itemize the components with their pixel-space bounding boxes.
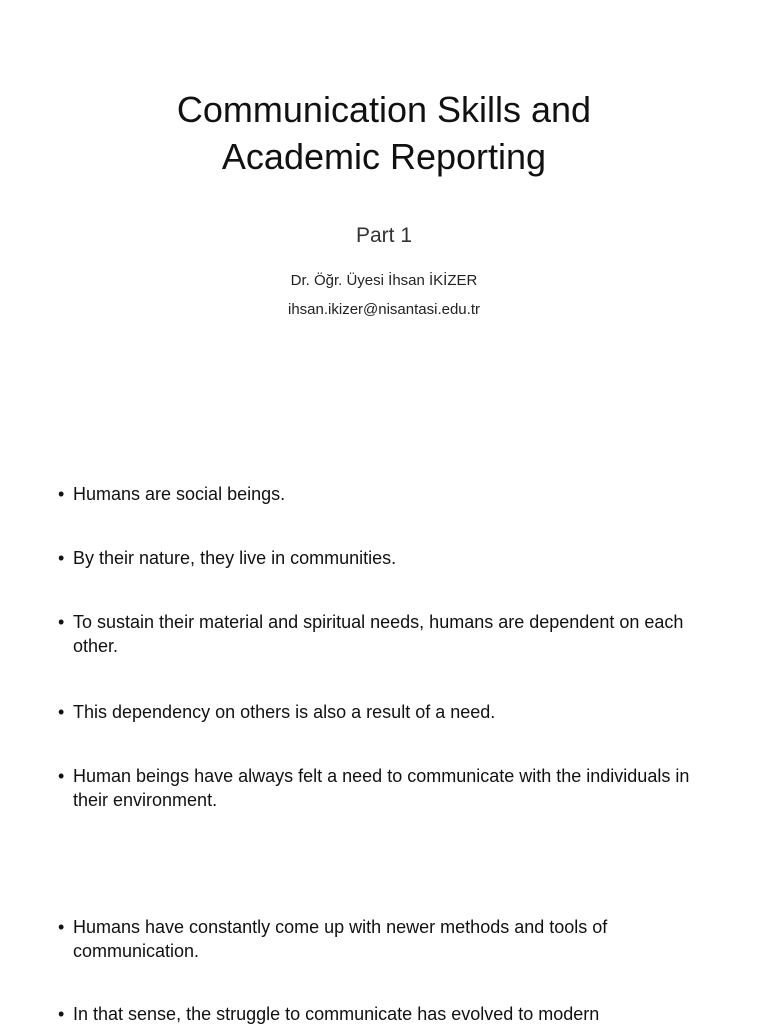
- bullet-slide-1: [0, 470, 768, 870]
- bullet-item: • To sustain their material and spiritual needs, humans are dependent on each other.: [58, 610, 708, 658]
- bullet-item: • Human beings have always felt a need to communicate with the individuals in their environment.: [58, 764, 708, 812]
- bullet-item: • Humans have constantly come up with newer methods and tools of communication.: [58, 915, 708, 963]
- slide-title: [0, 86, 768, 180]
- author-email: ihsan.ikizer@nisantasi.edu.tr: [288, 301, 480, 318]
- bullet-item: • In that sense, the struggle to communicate has evolved to modern: [58, 1002, 599, 1026]
- bullet-item: • This dependency on others is also a result of a need.: [58, 700, 495, 724]
- title-line-1: Communication Skills and: [176, 89, 592, 130]
- bullet-item: • By their nature, they live in communities.: [58, 546, 396, 570]
- bullet-item: • Humans are social beings.: [58, 482, 285, 506]
- author-name: Dr. Öğr. Üyesi İhsan İKİZER: [290, 272, 478, 289]
- slide-subtitle: Part 1: [355, 224, 413, 247]
- title-line-2: Academic Reporting: [221, 136, 547, 177]
- title-slide: [0, 0, 768, 430]
- bullet-slide-2: [0, 905, 768, 1024]
